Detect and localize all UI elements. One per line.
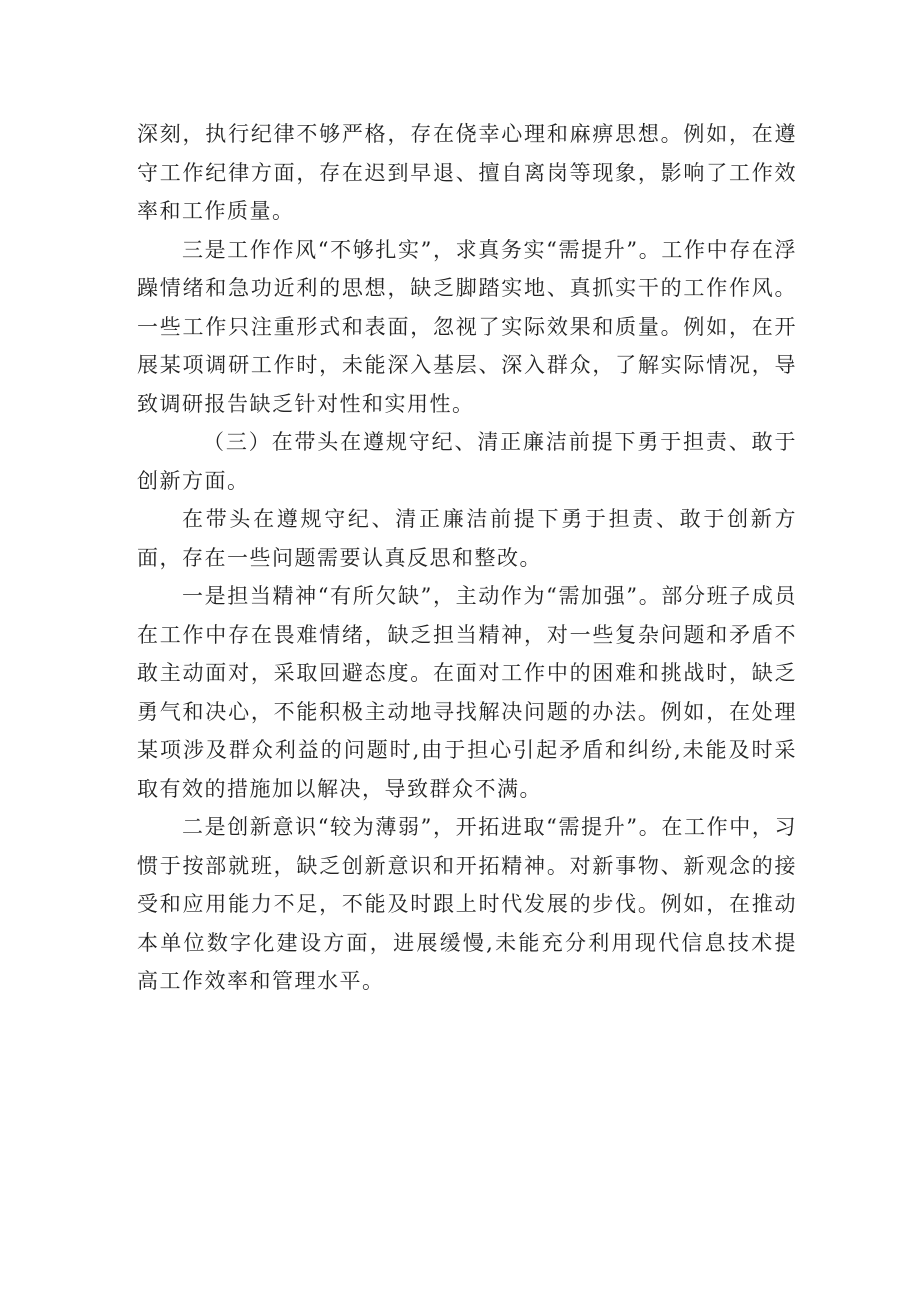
- paragraph-point-three: 三是工作作风“不够扎实”，求真务实“需提升”。工作中存在浮躁情绪和急功近利的思想，缺乏脚踏实地、真抓实干的工作作风。一些工作只注重形式和表面，忽视了实际效果和质量。例如，在开展某项调研工作时，未能深入基层、深入群众，了解实际情况，导致调研报告缺乏针对性和实用性。: [137, 237, 797, 416]
- paragraph-continuation: 深刻，执行纪律不够严格，存在侥幸心理和麻痹思想。例如，在遵守工作纪律方面，存在迟到早退、擅自离岗等现象，影响了工作效率和工作质量。: [137, 122, 797, 223]
- paragraph-point-one: 一是担当精神“有所欠缺”，主动作为“需加强”。部分班子成员在工作中存在畏难情绪，缺乏担当精神，对一些复杂问题和矛盾不敢主动面对，采取回避态度。在面对工作中的困难和挑战时，缺乏勇气和决心，不能积极主动地寻找解决问题的办法。例如，在处理某项涉及群众利益的问题时,由于担心引起矛盾和纠纷,未能及时采取有效的措施加以解决，导致群众不满。: [137, 584, 797, 801]
- paragraph-section-intro: 在带头在遵规守纪、清正廉洁前提下勇于担责、敢于创新方面，存在一些问题需要认真反思和整改。: [137, 507, 797, 570]
- body-text: [137, 115, 797, 1001]
- paragraph-point-two: 二是创新意识“较为薄弱”，开拓进取“需提升”。在工作中，习惯于按部就班，缺乏创新意识和开拓精神。对新事物、新观念的接受和应用能力不足，不能及时跟上时代发展的步伐。例如，在推动本单位数字化建设方面，进展缓慢,未能充分利用现代信息技术提高工作效率和管理水平。: [137, 815, 797, 993]
- section-heading: （三）在带头在遵规守纪、清正廉洁前提下勇于担责、敢于创新方面。: [137, 430, 797, 493]
